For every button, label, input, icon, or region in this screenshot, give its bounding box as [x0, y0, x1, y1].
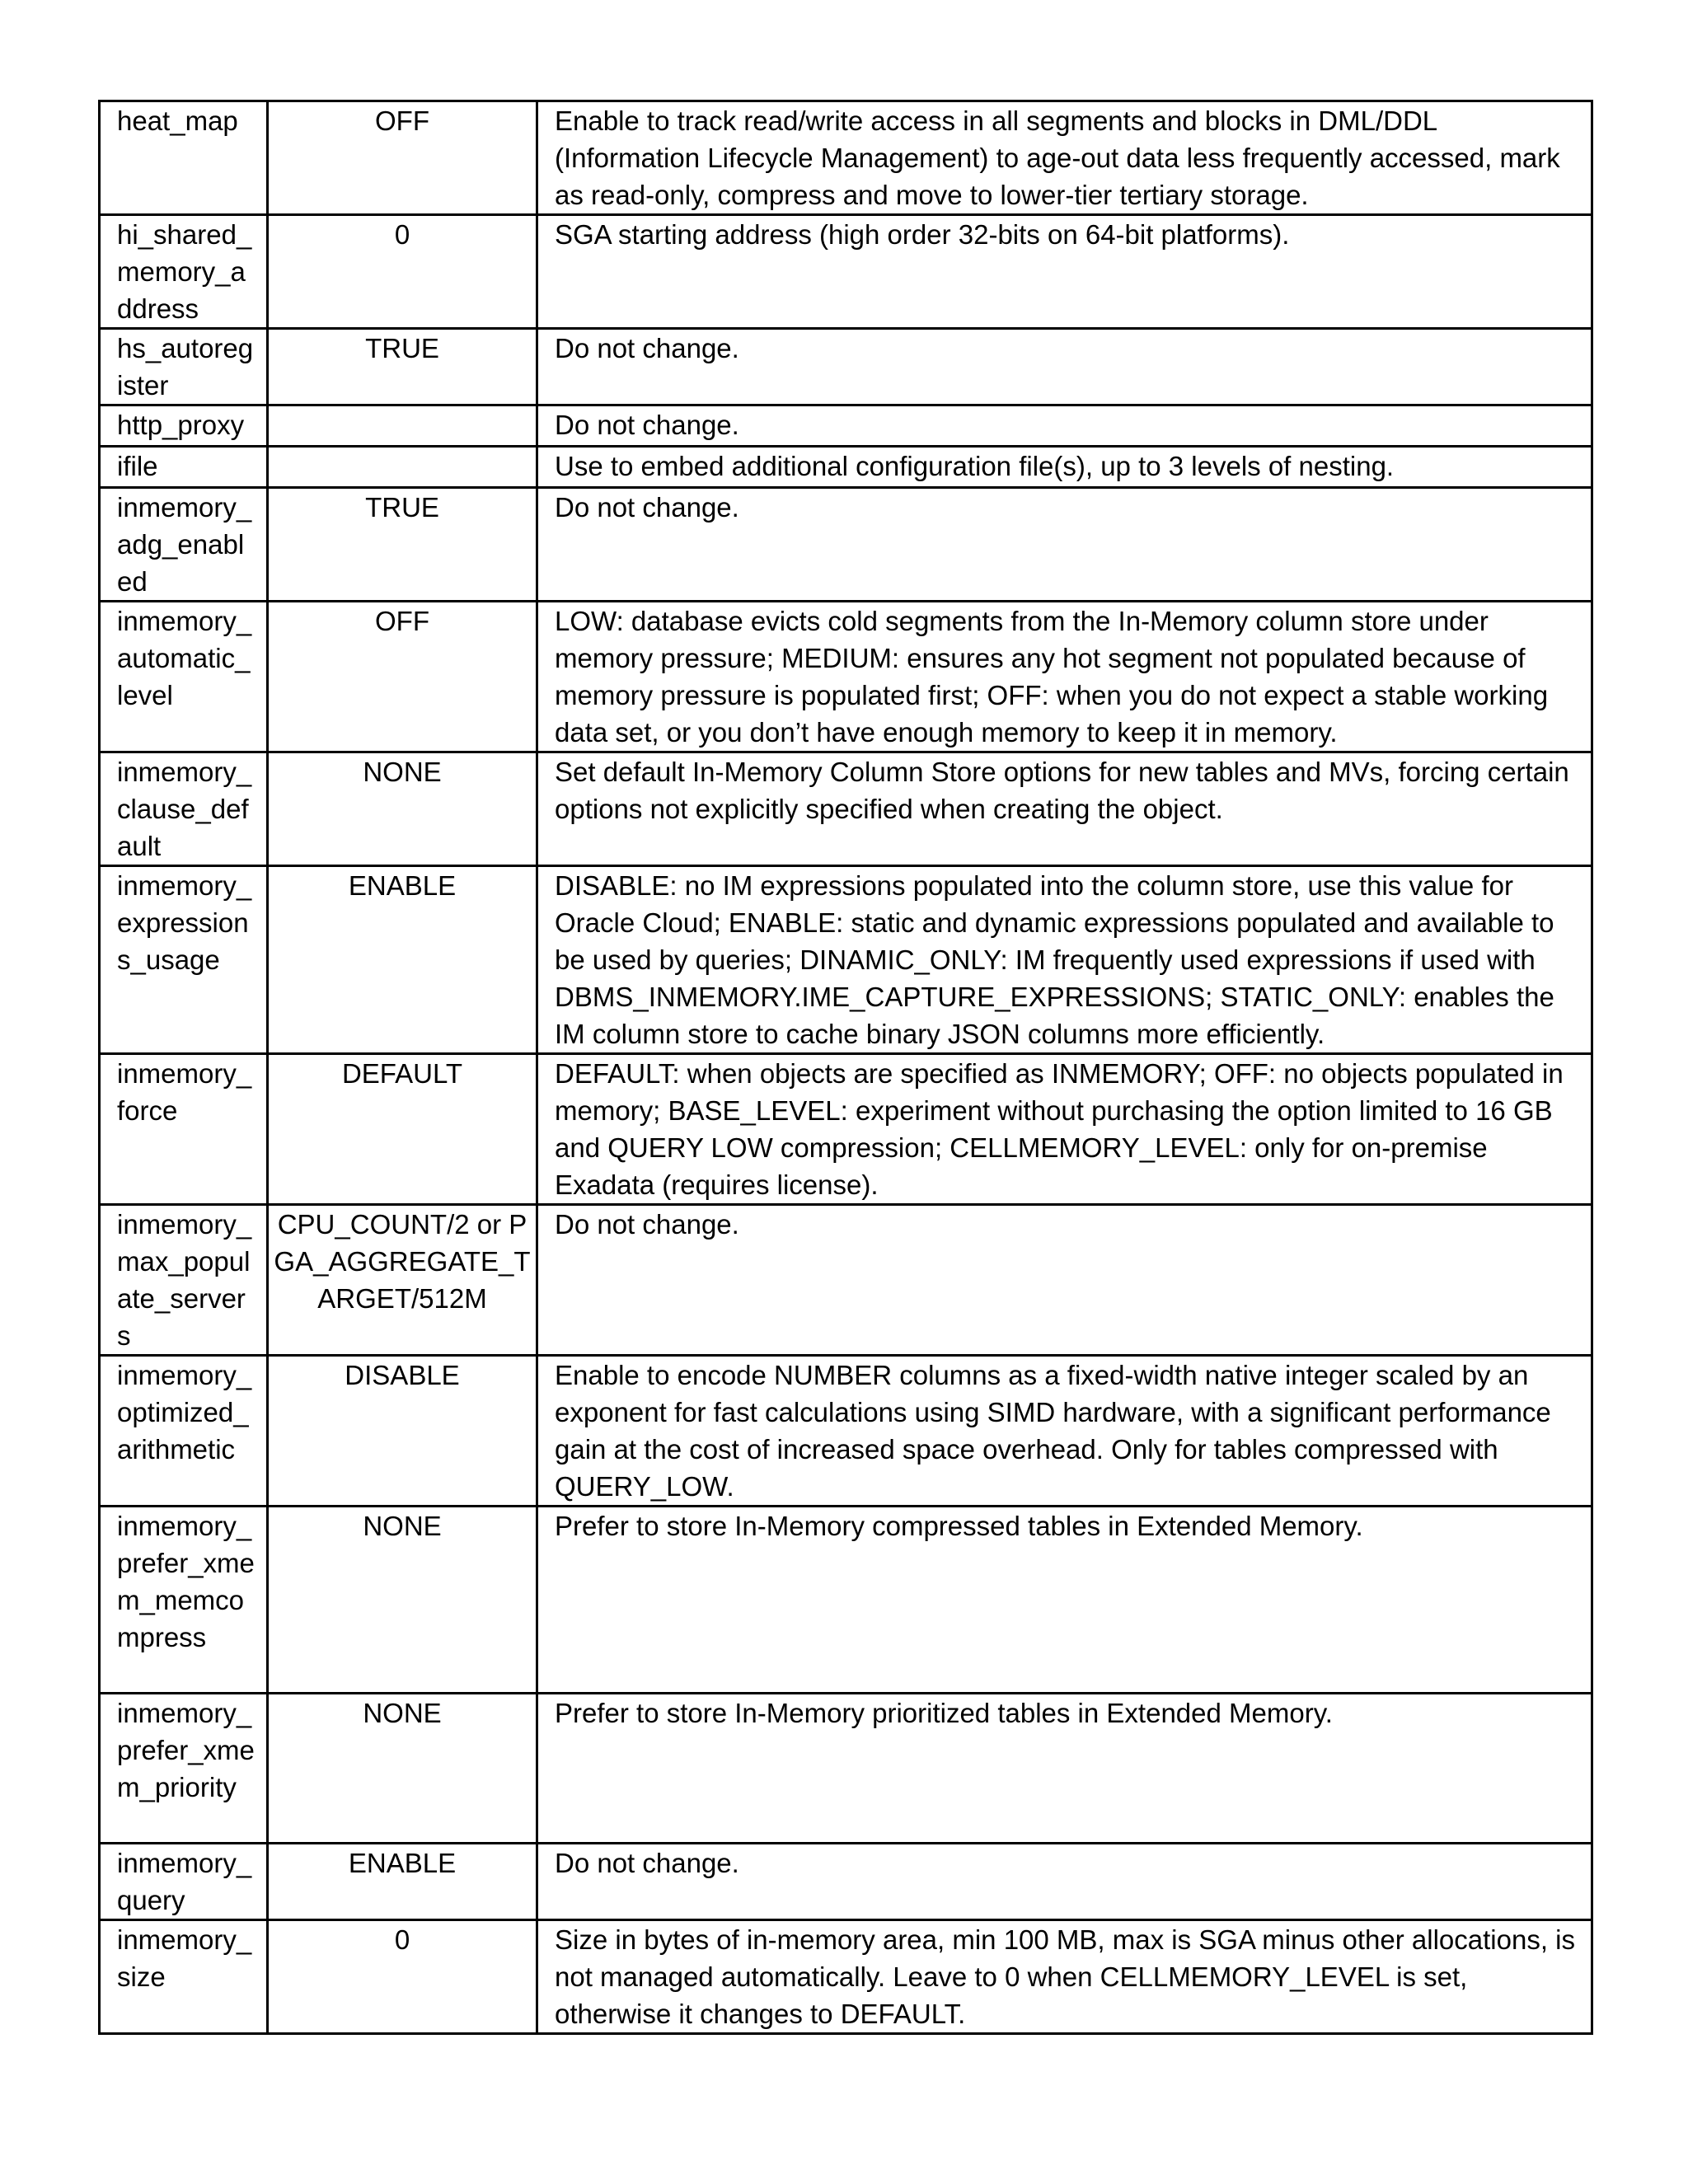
parameter-description: Do not change. — [537, 488, 1592, 602]
parameter-default: 0 — [268, 1920, 537, 2034]
parameter-default: DISABLE — [268, 1356, 537, 1507]
parameter-description: Do not change. — [537, 1205, 1592, 1356]
parameter-name: ifile — [100, 447, 268, 488]
parameter-table — [98, 100, 1593, 2035]
parameter-default: TRUE — [268, 329, 537, 405]
table-row — [100, 488, 1592, 602]
parameter-default: NONE — [268, 1694, 537, 1844]
table-row — [100, 215, 1592, 329]
parameter-default: CPU_COUNT/2 or PGA_AGGREGATE_TARGET/512M — [268, 1205, 537, 1356]
parameter-name: heat_map — [100, 101, 268, 215]
parameter-name: inmemory_adg_enabled — [100, 488, 268, 602]
parameter-name: inmemory_prefer_xmem_memcompress — [100, 1507, 268, 1694]
table-row — [100, 1054, 1592, 1205]
table-row — [100, 1920, 1592, 2034]
parameter-name: hi_shared_memory_address — [100, 215, 268, 329]
parameter-name: inmemory_clause_default — [100, 752, 268, 866]
parameter-description: Enable to track read/write access in all segments and blocks in DML/DDL (Information Lifecycle Management) to age-out data less frequently accessed, mark as read-only, compress and move to lower-tier tertiary storage. — [537, 101, 1592, 215]
table-row — [100, 602, 1592, 752]
table-row — [100, 101, 1592, 215]
parameter-name: inmemory_max_populate_servers — [100, 1205, 268, 1356]
parameter-description: DEFAULT: when objects are specified as INMEMORY; OFF: no objects populated in memory; BASE_LEVEL: experiment without purchasing the option limited to 16 GB and QUERY LOW compression; CELLMEMORY_LEVEL: only for on-premise Exadata (requires license). — [537, 1054, 1592, 1205]
parameter-description: Do not change. — [537, 405, 1592, 447]
parameter-description: Prefer to store In-Memory compressed tables in Extended Memory. — [537, 1507, 1592, 1694]
parameter-default: 0 — [268, 215, 537, 329]
table-row — [100, 329, 1592, 405]
parameter-default: ENABLE — [268, 1844, 537, 1920]
parameter-default: OFF — [268, 602, 537, 752]
parameter-name: inmemory_expressions_usage — [100, 866, 268, 1054]
parameter-table-body — [100, 101, 1592, 2034]
parameter-default: ENABLE — [268, 866, 537, 1054]
parameter-description: LOW: database evicts cold segments from the In-Memory column store under memory pressure; MEDIUM: ensures any hot segment not populated because of memory pressure is populated first; OFF: when you do not expect a stable working data set, or you don’t have enough memory to keep it in memory. — [537, 602, 1592, 752]
table-row — [100, 1844, 1592, 1920]
parameter-description: Prefer to store In-Memory prioritized tables in Extended Memory. — [537, 1694, 1592, 1844]
parameter-name: inmemory_force — [100, 1054, 268, 1205]
parameter-name: http_proxy — [100, 405, 268, 447]
parameter-description: Size in bytes of in-memory area, min 100 MB, max is SGA minus other allocations, is not managed automatically. Leave to 0 when CELLMEMORY_LEVEL is set, otherwise it changes to DEFAULT. — [537, 1920, 1592, 2034]
parameter-description: Do not change. — [537, 1844, 1592, 1920]
parameter-default: DEFAULT — [268, 1054, 537, 1205]
table-row — [100, 1205, 1592, 1356]
parameter-default: NONE — [268, 1507, 537, 1694]
parameter-description: Enable to encode NUMBER columns as a fixed-width native integer scaled by an exponent for fast calculations using SIMD hardware, with a significant performance gain at the cost of increased space overhead. Only for tables compressed with QUERY_LOW. — [537, 1356, 1592, 1507]
table-row — [100, 752, 1592, 866]
parameter-name: inmemory_query — [100, 1844, 268, 1920]
table-row — [100, 1356, 1592, 1507]
parameter-default: NONE — [268, 752, 537, 866]
table-row — [100, 1694, 1592, 1844]
parameter-description: Do not change. — [537, 329, 1592, 405]
parameter-default — [268, 405, 537, 447]
parameter-default — [268, 447, 537, 488]
table-row — [100, 447, 1592, 488]
parameter-description: Set default In-Memory Column Store options for new tables and MVs, forcing certain options not explicitly specified when creating the object. — [537, 752, 1592, 866]
parameter-name: hs_autoregister — [100, 329, 268, 405]
parameter-name: inmemory_size — [100, 1920, 268, 2034]
parameter-name: inmemory_prefer_xmem_priority — [100, 1694, 268, 1844]
parameter-description: SGA starting address (high order 32-bits on 64-bit platforms). — [537, 215, 1592, 329]
parameter-default: TRUE — [268, 488, 537, 602]
parameter-description: Use to embed additional configuration file(s), up to 3 levels of nesting. — [537, 447, 1592, 488]
table-row — [100, 405, 1592, 447]
table-row — [100, 1507, 1592, 1694]
parameter-name: inmemory_automatic_level — [100, 602, 268, 752]
table-row — [100, 866, 1592, 1054]
parameter-description: DISABLE: no IM expressions populated into the column store, use this value for Oracle Cloud; ENABLE: static and dynamic expressions populated and available to be used by queries; DINAMIC_ONLY: IM frequently used expressions if used with DBMS_INMEMORY.IME_CAPTURE_EXPRESSIONS; STATIC_ONLY: enables the IM column store to cache binary JSON columns more efficiently. — [537, 866, 1592, 1054]
parameter-default: OFF — [268, 101, 537, 215]
parameter-name: inmemory_optimized_arithmetic — [100, 1356, 268, 1507]
